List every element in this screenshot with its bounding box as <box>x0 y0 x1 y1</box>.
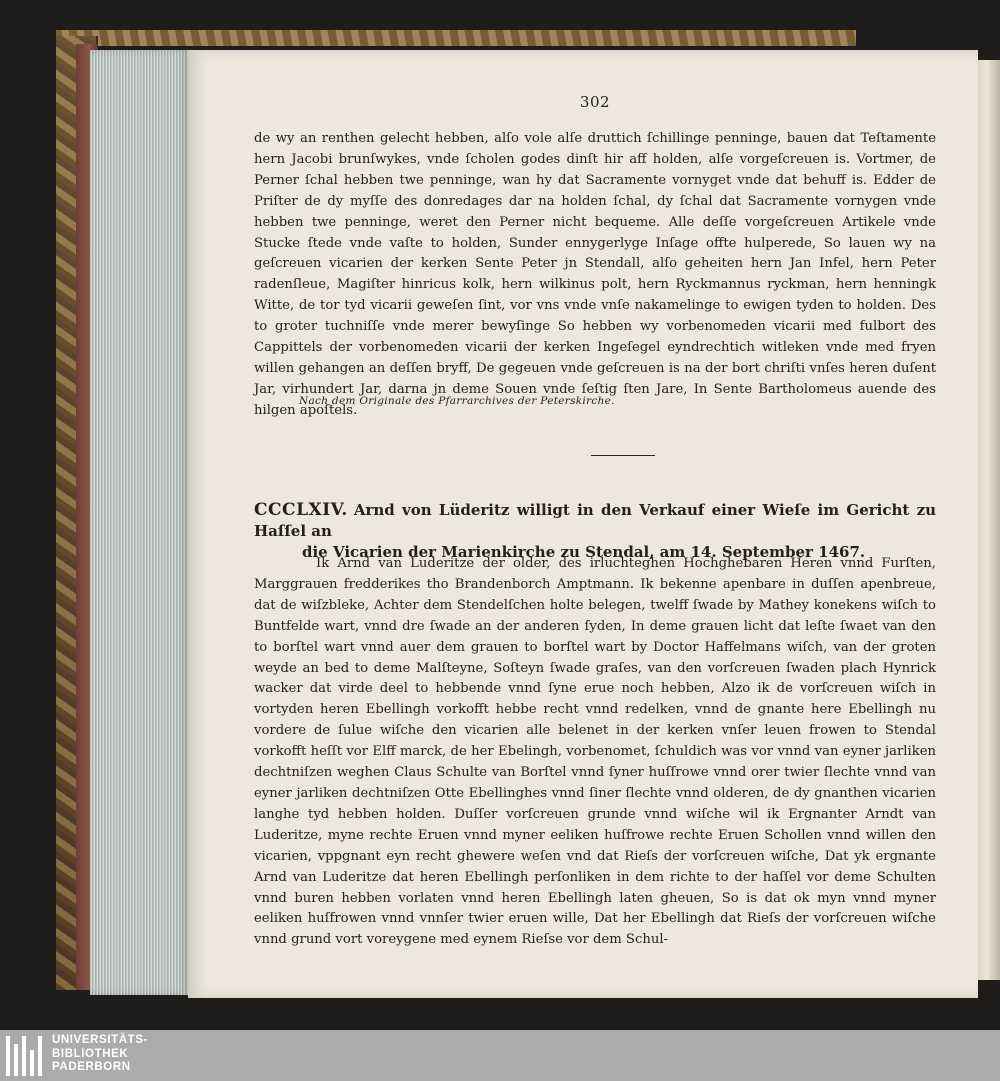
library-name <box>52 1034 148 1075</box>
library-name-line-3: PADERBORN <box>52 1061 131 1073</box>
heading-line-1: Arnd von Lüderitz willigt in den Verkauf einer Wieſe im Gericht zu Haſſel an <box>254 501 936 540</box>
document-body-continued: de wy an renthen gelecht hebben, alſo vole alſe druttich ſchillinge penninge, bauen dat Teſtamente hern Jacobi brunſwykes, vnde ſcholen godes dinſt hir aff holden, alſe vorgeſcreuen is. Vortmer, de Perner ſchal hebben twe penninge, wan hy dat Sacramente vornyget vnde dat behuff is. Edder de Priſter de dy myſſe des donredages dar na holden ſchal, dy ſchal dat Sacramente vornygen vnde hebben twe penninge, weret den Perner nicht bequeme. Alle deſſe vorgeſcreuen Artikele vnde Stucke ſtede vnde vaſte to holden, Sunder ennygerlyge Inſage offte hulperede, So lauen wy na geſcreuen vicarien der kerken Sente Peter jn Stendall, alſo geheiten hern Jan Infel, hern Peter radenſleue, Magiſter hinricus kolk, hern wilkinus polt, hern Ryckmannus ryckman, hern henningk Witte, de tor tyd vicarii geweſen ſint, vor vns vnde vnſe nakamelinge to ewigen tyden to holden. Des to groter tuchniſſe vnde merer bewyſinge So hebben wy vorbenomeden vicarii med fulbort des Cappittels der vorbenomeden vicarii der kerken Ingeſegel eyndrechtich witleken vnde med fryen willen gehangen an deſſen bryff, De gegeuen vnde geſcreuen is na der bort chriſti vnſes heren duſent Jar, virhundert Jar, darna jn deme Souen vnde ſeſtig ſten Jare, In Sente Bartholomeus auende des hilgen apoſtels. <box>254 131 936 418</box>
marbled-cover-top <box>56 30 856 46</box>
page-number: 302 <box>579 93 611 111</box>
page-right-edge <box>978 60 1000 980</box>
library-name-line-1: UNIVERSITÄTS- <box>52 1034 148 1046</box>
library-name-line-2: BIBLIOTHEK <box>52 1047 129 1060</box>
library-logo-icon <box>6 1036 50 1076</box>
document-body: Ik Arnd van Luderitze der older, des irluchteghen Hochghebaren Heren vnnd Furſten, Marggrauen fredderikes tho Brandenborch Amptmann. Ik bekenne apenbare in duſſen apenbreue, dat de wiſzbleke, Achter dem Stendelſchen holte belegen, twelff ſwade by Mathey konekens wiſch to Buntfelde wart, vnnd dre ſwade an der anderen ſyden, In deme grauen licht dat leſte ſwaet van den to borſtel wart vnnd auer dem grauen to borſtel wart by Doctor Haffelmans wiſch, van der groten weyde an bed to deme Malſteyne, Soſteyn ſwade graſes, van den vorſcreuen ſwaden plach Hynrick wacker dat virde deel to hebbende vnnd ſyne erue noch hebben, Alzo ik de vorſcreuen wiſch in vortyden heren Ebellingh vorkofft hebbe recht vnnd redelken, vnnd de gnante here Ebellingh nu vordere de ſulue wiſche den vicarien alle belenet in der kerken vnſer leuen frowen to Stendal vorkofft heſſt vor Elff marck, de her Ebelingh, vorbenomet, ſchuldich was vor vnnd van eyner jarliken dechtniſzen weghen Claus Schulte van Borſtel vnnd ſyner huſſrowe vnnd orer twier ſlechte vnnd van eyner jarliken dechtniſzen Otte Ebellinghes vnnd ſiner ſlechte vnnd olderen, de dy gnanthen vicarien langhe tyd hebben holden. Duſſer vorſcreuen grunde vnnd wiſche wil ik Ergnanter Arndt van Luderitze, myne rechte Eruen vnnd myner eeliken huſfrowe rechte Eruen Schollen vnnd willen den vicarien, vppgnant eyn recht ghewere weſen vnd dat Rieſs der vorſcreuen wiſche, Dat yk ergnante Arnd van Luderitze dat heren Ebellingh perſonliken in dem richte to der haſſel vor deme Schulten vnnd buren hebben vorlaten vnnd heren Ebellingh laten gheuen, So is dat ok myn vnnd myner eeliken huſfrowen vnnd vnnſer twier eruen wille, Dat her Ebellingh dat Rieſs der vorſcreuen wiſche vnnd grund vort voreygene med eynem Rieſse vor dem Schul- <box>254 556 936 948</box>
heading-line-2: die Vicarien der Marienkirche zu Stendal, am 14. September 1467. <box>302 543 866 561</box>
library-footer <box>0 1030 1000 1081</box>
page-edges <box>90 50 190 995</box>
source-note: Nach dem Originale des Pfarrarchives der Peterskirche. <box>299 395 615 407</box>
section-divider <box>591 455 655 456</box>
document-number: CCCLXIV. <box>254 500 348 520</box>
